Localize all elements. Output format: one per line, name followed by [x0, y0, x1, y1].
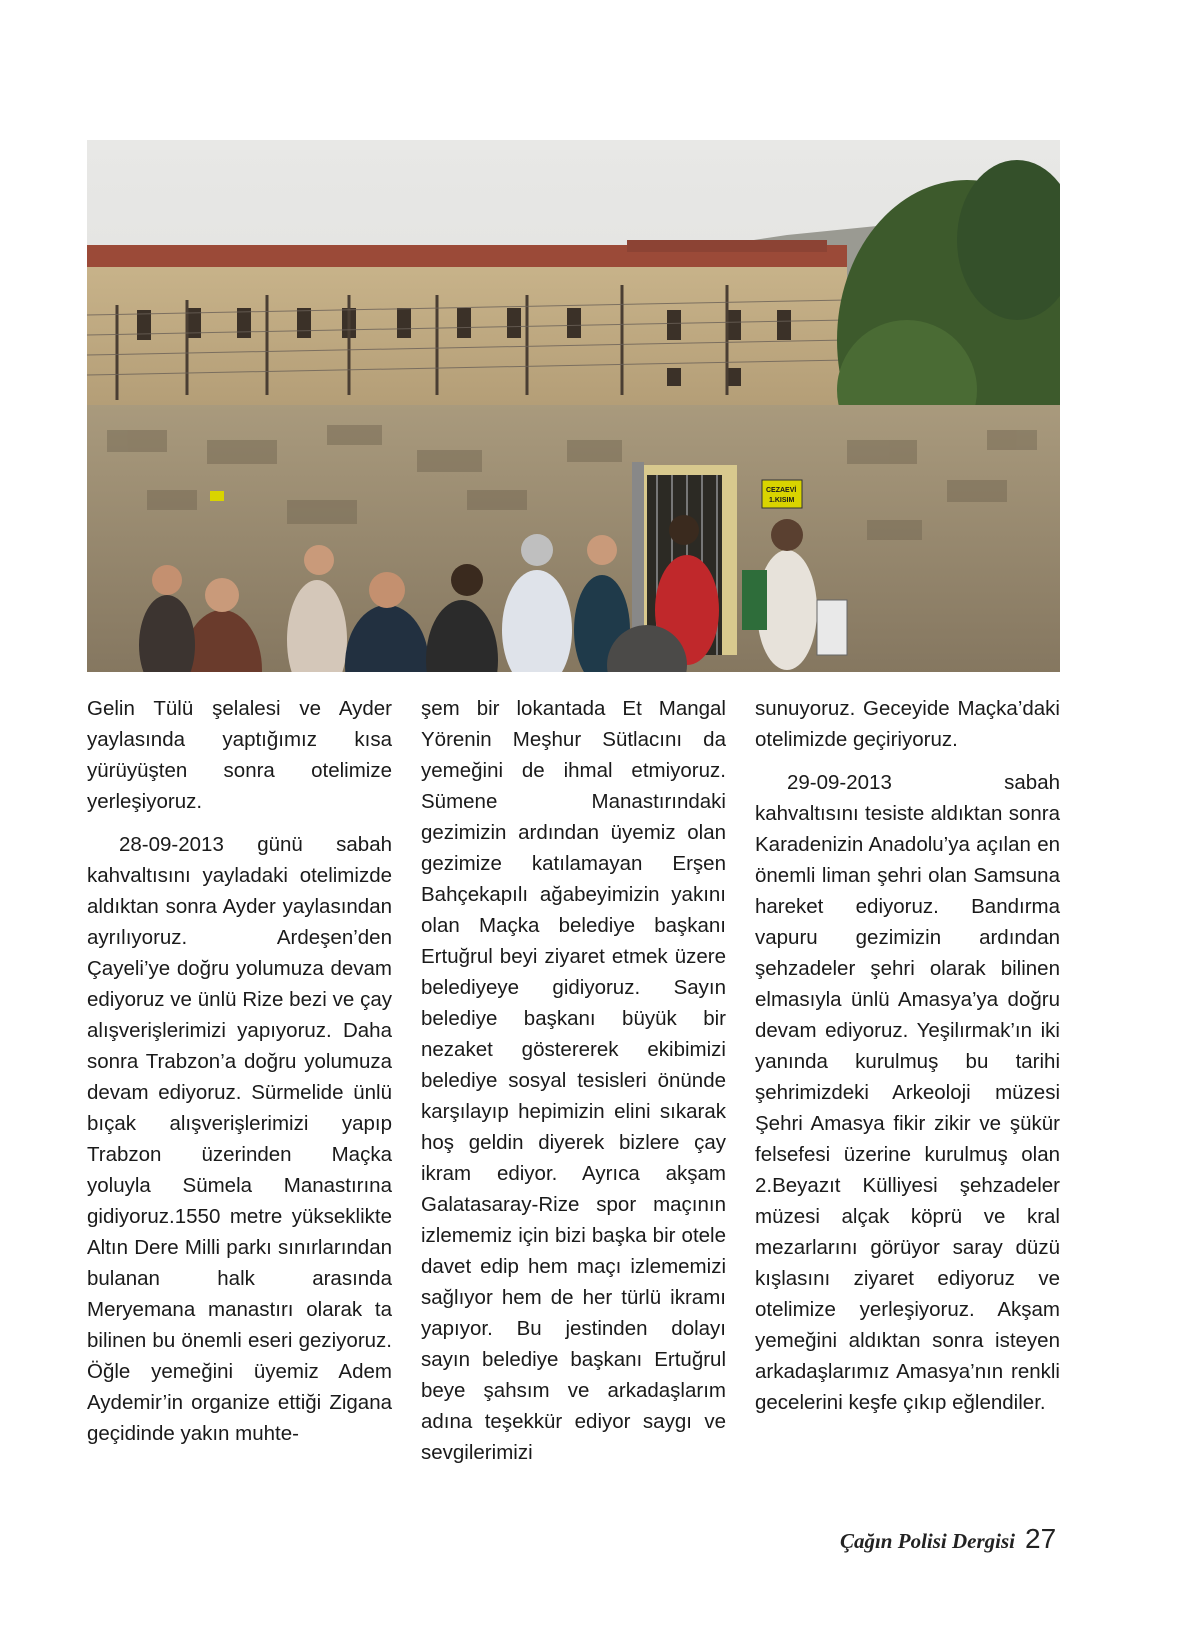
column-1	[87, 693, 392, 1461]
article-photo	[87, 140, 1060, 672]
article-text	[87, 693, 1062, 1513]
paragraph: Gelin Tülü şelalesi ve Ayder yaylasında yaptığımız kısa yürüyüşten sonra otelimize yerleşiyoruz.	[87, 697, 392, 813]
column-2	[421, 693, 726, 1480]
gate-sign-line-2: 1.KISIM	[769, 497, 795, 504]
paragraph: şem bir lokantada Et Mangal Yörenin Meşhur Sütlacını da yemeğini de ihmal etmiyoruz. Sümene Manastırındaki gezimizin ardından üyemiz olan gezimize katılamayan Erşen Bahçekapılı ağabeyimizin yakını olan Maçka belediye başkanı Ertuğrul beyi ziyaret etmek üzere belediyeye gidiyoruz. Sayın belediye başkanı büyük bir nezaket göstererek ekibimizi belediye sosyal tesisleri önünde karşılayıp hepimizin elini sıkarak hoş geldin diyerek bizlere çay ikram ediyor. Ayrıca akşam Galatasaray-Rize spor maçının izlememiz için bizi başka bir otele davet edip hem maçı izlememizi sağlıyor hem de her türlü ikramı yapıyor. Bu jestinden dolayı sayın belediye başkanı Ertuğrul beye şahsım ve arkadaşlarım adına teşekkür ediyor saygı ve sevgilerimizi	[421, 697, 726, 1464]
gate-sign-line-1: CEZAEVİ	[766, 487, 797, 494]
paragraph: 28-09-2013 günü sabah kahvaltısını yayladaki otelimizde aldıktan sonra Ayder yaylasından ayrılıyoruz. Ardeşen’den Çayeli’ye doğru yolumuza devam ediyoruz ve ünlü Rize bezi ve çay alışverişlerimizi yapıyoruz. Daha sonra Trabzon’a doğru yolumuza devam ediyoruz. Sürmelide ünlü bıçak alışverişlerimizi yapıp Trabzon üzerinden Maçka yoluyla Sümela Manastırına gidiyoruz.1550 metre yükseklikte Altın Dere Milli parkı sınırlarından bulanan halk arasında Meryemana manastırı olarak ta bilinen bu önemli eseri geziyoruz. Öğle yemeğini üyemiz Adem Aydemir’in organize ettiği Zigana geçidinde yakın muhte-	[87, 833, 392, 1445]
column-3	[755, 693, 1060, 1430]
magazine-title: Çağın Polisi Dergisi	[839, 1529, 1015, 1553]
old-prison-photo	[87, 140, 1060, 672]
page-number: 27	[1025, 1523, 1057, 1554]
paragraph: 29-09-2013 sabah kahvaltısını tesiste aldıktan sonra Karadenizin Anadolu’ya açılan en önemli liman şehri olan Samsuna hareket ediyoruz. Bandırma vapuru gezimizin ardından şehzadeler şehri olarak bilinen elmasıyla ünlü Amasya’ya doğru devam ediyoruz. Yeşilırmak’ın iki yanında kurulmuş bu tarihi şehrimizdeki Arkeoloji müzesi Şehri Amasya fikir zikir ve şükür felsefesi üzerine kurulmuş olan 2.Beyazıt Külliyesi şehzadeler müzesi alçak köprü ve kral mezarlarını görüyor saray düzü kışlasını ziyaret ediyoruz ve otelimize yerleşiyoruz. Akşam yemeğini aldıktan sonra isteyen arkadaşlarımız Amasya’nın renkli gecelerini keşfe çıkıp eğlendiler.	[755, 771, 1060, 1414]
paragraph: sunuyoruz. Geceyide Maçka’daki otelimizde geçiriyoruz.	[755, 697, 1060, 751]
